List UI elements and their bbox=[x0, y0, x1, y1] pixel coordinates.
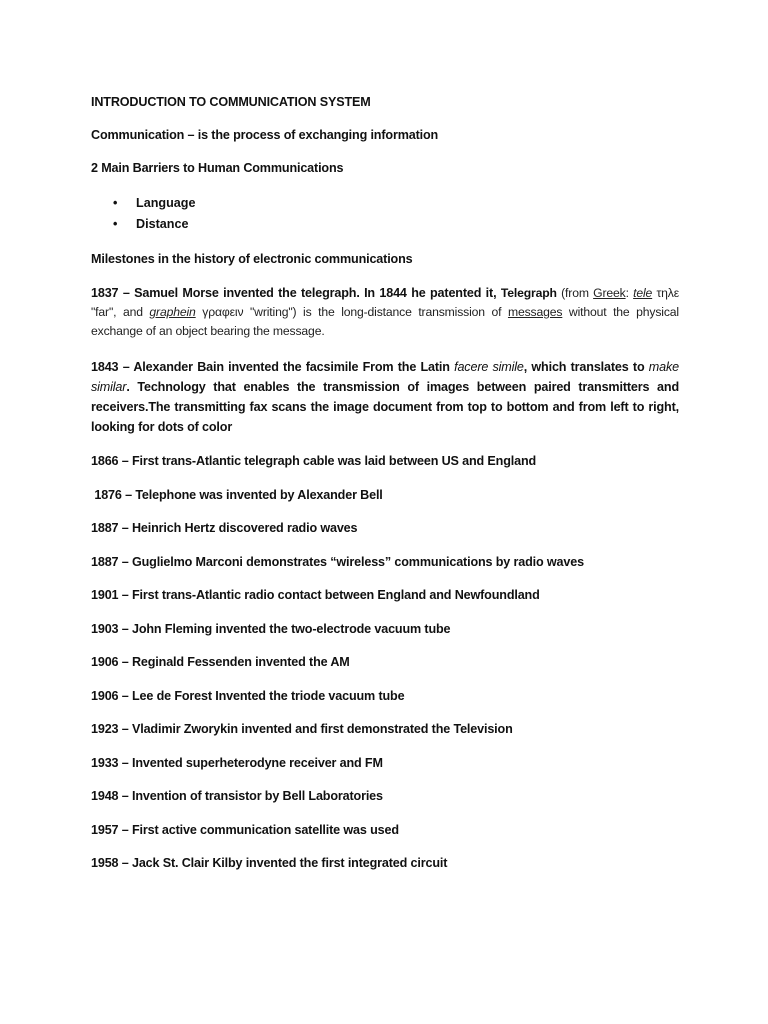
tele-greek: τηλε bbox=[652, 286, 679, 300]
milestone-1923: 1923 – Vladimir Zworykin invented and first demonstrated the Television bbox=[91, 722, 513, 736]
make-similar: make similar bbox=[91, 360, 679, 394]
milestone-1906-deforest: 1906 – Lee de Forest Invented the triode vacuum tube bbox=[91, 688, 405, 703]
milestone-1876: 1876 – Telephone was invented by Alexander Bell bbox=[91, 487, 383, 502]
barriers-list bbox=[91, 193, 679, 235]
tail-text: without the physical exchange of an object bearing the message. bbox=[91, 305, 679, 338]
bullet-icon: • bbox=[113, 196, 118, 210]
graphein-greek: γραφειν bbox=[195, 305, 244, 319]
document-title: INTRODUCTION TO COMMUNICATION SYSTEM bbox=[91, 95, 371, 109]
milestone-1843-lead: 1843 – Alexander Bain invented the facsimile From the Latin bbox=[91, 360, 455, 374]
communication-definition: Communication – is the process of exchanging information bbox=[91, 128, 439, 142]
list-item bbox=[91, 214, 679, 235]
colon-text: : bbox=[625, 286, 634, 300]
milestone-1843-tail: . Technology that enables the transmission of images between paired transmitters and receivers.The transmitting fax scans the image document from top to bottom and from left to right, looking for dots of color bbox=[91, 380, 679, 434]
milestone-1901: 1901 – First trans-Atlantic radio contact between England and Newfoundland bbox=[91, 588, 540, 602]
milestone-1837-lead: 1837 – Samuel Morse invented the telegraph. In 1844 he patented it, bbox=[91, 286, 501, 300]
milestone-1843 bbox=[91, 357, 679, 437]
milestone-1903: 1903 – John Fleming invented the two-electrode vacuum tube bbox=[91, 621, 451, 636]
barriers-heading: 2 Main Barriers to Human Communications bbox=[91, 161, 344, 175]
graphein-link[interactable]: graphein bbox=[149, 305, 196, 319]
from-text: (from bbox=[556, 286, 594, 300]
milestones-heading: Milestones in the history of electronic communications bbox=[91, 252, 413, 266]
barrier-distance: Distance bbox=[136, 217, 189, 231]
milestone-1906-fessenden: 1906 – Reginald Fessenden invented the AM bbox=[91, 655, 350, 669]
milestone-1933: 1933 – Invented superheterodyne receiver and FM bbox=[91, 755, 383, 770]
milestone-1843-mid: , which translates to bbox=[523, 360, 649, 374]
tele-link[interactable]: tele bbox=[633, 286, 653, 300]
far-text: "far", and bbox=[91, 305, 150, 319]
milestone-1866: 1866 – First trans-Atlantic telegraph cable was laid between US and England bbox=[91, 454, 537, 468]
milestone-1957: 1957 – First active communication satellite was used bbox=[91, 822, 399, 837]
telegraph-term: Telegraph bbox=[500, 286, 557, 300]
list-item bbox=[91, 193, 679, 214]
messages-link[interactable]: messages bbox=[507, 305, 563, 319]
writing-text: "writing") is the long-distance transmission of bbox=[243, 305, 508, 319]
bullet-icon: • bbox=[113, 217, 118, 231]
barrier-language: Language bbox=[136, 196, 196, 210]
milestone-1958: 1958 – Jack St. Clair Kilby invented the first integrated circuit bbox=[91, 856, 448, 870]
facere-simile: facere simile bbox=[454, 360, 524, 374]
milestone-1948: 1948 – Invention of transistor by Bell Laboratories bbox=[91, 789, 383, 803]
greek-link[interactable]: Greek bbox=[593, 286, 626, 300]
document-page bbox=[91, 94, 679, 889]
milestone-1887-hertz: 1887 – Heinrich Hertz discovered radio waves bbox=[91, 521, 358, 535]
milestone-1837 bbox=[91, 284, 679, 341]
milestone-1887-marconi: 1887 – Guglielmo Marconi demonstrates “wireless” communications by radio waves bbox=[91, 554, 584, 569]
